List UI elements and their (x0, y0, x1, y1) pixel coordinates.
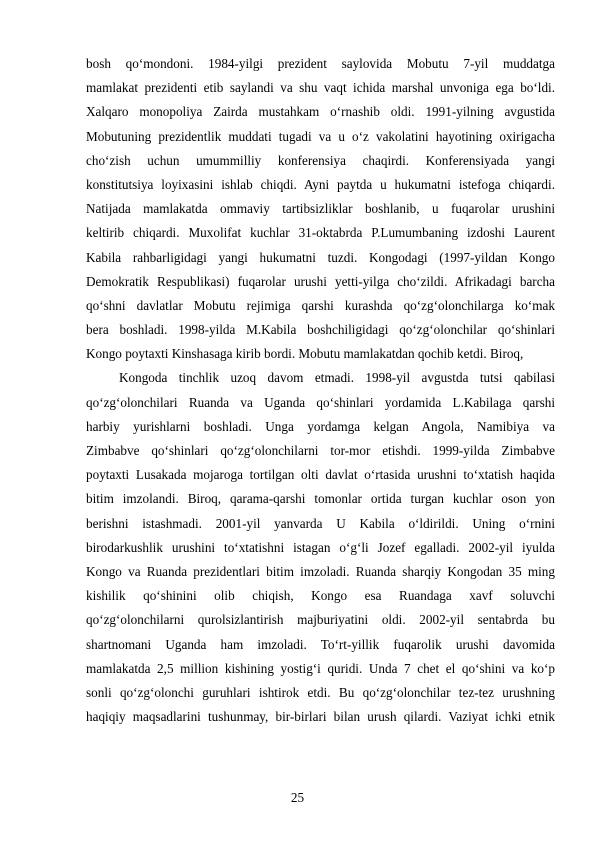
body-text (86, 52, 555, 729)
text-line: poytaxti Lusakada mojaroga tortilgan olti davlat o‘rtasida urushni to‘xtatish haqida (86, 467, 555, 483)
text-line: birodarkushlik urushini to‘xtatishni istagan o‘g‘li Jozef egalladi. 2002-yil iyulda (86, 539, 555, 555)
text-line: bera boshladi. 1998-yilda M.Kabila boshchiligidagi qo‘zg‘olonchilar qo‘shinlari (86, 322, 555, 338)
paragraph-first-line: Kongoda tinchlik uzoq davom etmadi. 1998-yil avgustda tutsi qabilasi (119, 370, 555, 386)
text-line: harbiy yurishlarni boshladi. Unga yordamga kelgan Angola, Namibiya va (86, 418, 555, 434)
text-line: bitim imzolandi. Biroq, qarama-qarshi tomonlar ortida turgan kuchlar oson yon (86, 491, 555, 507)
text-line: shartnomani Uganda ham imzoladi. To‘rt-yillik fuqarolik urushi davomida (86, 636, 555, 652)
text-line: Demokratik Respublikasi) fuqarolar urushi yetti-yilga cho‘zildi. Afrikadagi barcha (86, 273, 555, 289)
text-line: mamlakatda 2,5 million kishining yostig‘i quridi. Unda 7 chet el qo‘shini va ko‘p (86, 660, 555, 676)
page-number: 25 (290, 790, 305, 805)
text-line: cho‘zish uchun umummilliy konferensiya chaqirdi. Konferensiyada yangi (86, 152, 555, 168)
text-line: kishilik qo‘shinini olib chiqish, Kongo esa Ruandaga xavf soluvchi (86, 588, 555, 604)
text-line: Kongo va Ruanda prezidentlari bitim imzoladi. Ruanda sharqiy Kongodan 35 ming (86, 563, 555, 579)
text-line: Mobutuning prezidentlik muddati tugadi va u o‘z vakolatini hayotining oxirigacha (86, 128, 555, 144)
text-line: berishni istashmadi. 2001-yil yanvarda U Kabila o‘ldirildi. Uning o‘rnini (86, 515, 555, 531)
text-line: Kabila rahbarligidagi yangi hukumatni tuzdi. Kongodagi (1997-yildan Kongo (86, 249, 555, 265)
text-line: keltirib chiqardi. Muxolifat kuchlar 31-oktabrda P.Lumumbaning izdoshi Laurent (86, 225, 555, 241)
text-line: Xalqaro monopoliya Zairda mustahkam o‘rnashib oldi. 1991-yilning avgustida (86, 104, 555, 120)
text-line: konstitutsiya loyixasini ishlab chiqdi. Ayni paytda u hukumatni istefoga chiqardi. (86, 176, 555, 192)
text-line: qo‘zg‘olonchilarni qurolsizlantirish majburiyatini oldi. 2002-yil sentabrda bu (86, 612, 555, 628)
text-line: Zimbabve qo‘shinlari qo‘zg‘olonchilarni tor-mor etishdi. 1999-yilda Zimbabve (86, 443, 555, 458)
text-line: qo‘zg‘olonchilari Ruanda va Uganda qo‘shinlari yordamida L.Kabilaga qarshi (86, 394, 555, 410)
paragraph-end-line: Kongo poytaxti Kinshasaga kirib bordi. Mobutu mamlakatdan qochib ketdi. Biroq, (86, 346, 524, 362)
text-line: sonli qo‘zg‘olonchi guruhlari ishtirok etdi. Bu qo‘zg‘olonchilar tez-tez urushning (86, 684, 555, 700)
text-line: qo‘shni davlatlar Mobutu rejimiga qarshi kurashda qo‘zg‘olonchilarga ko‘mak (86, 297, 555, 313)
text-line: bosh qo‘mondoni. 1984-yilgi prezident saylovida Mobutu 7-yil muddatga (86, 56, 555, 71)
text-line: mamlakat prezidenti etib saylandi va shu vaqt ichida marshal unvoniga ega bo‘ldi. (86, 80, 555, 96)
text-line: Natijada mamlakatda ommaviy tartibsizliklar boshlanib, u fuqarolar urushini (86, 201, 555, 217)
text-line: haqiqiy maqsadlarini tushunmay, bir-birlari bilan urush qilardi. Vaziyat ichki etnik (86, 709, 555, 725)
